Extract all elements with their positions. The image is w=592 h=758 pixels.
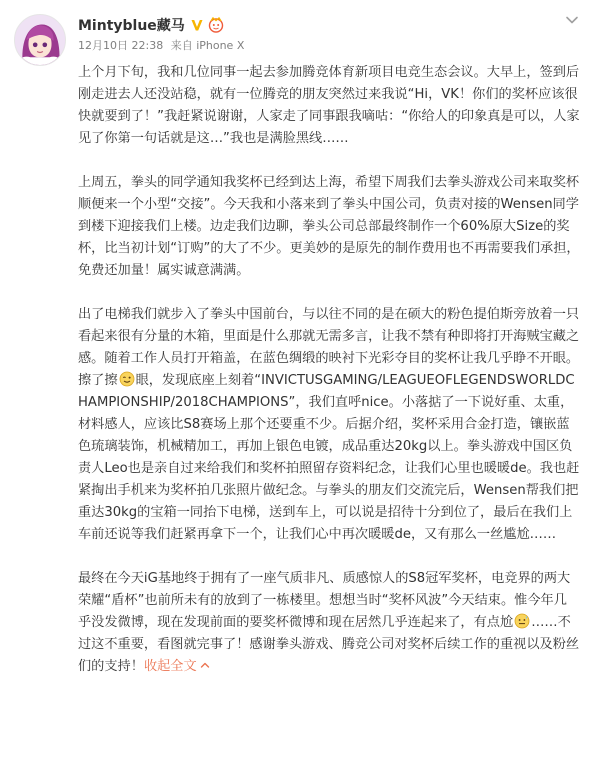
name-row xyxy=(78,14,562,36)
paragraph-3-text-before: 出了电梯我们就步入了拳头中国前台，与以往不同的是在硕大的粉色提伯斯旁放着一只看起来很有分量的木箱，里面是什么那就无需多言，让我不禁有种即将打开海贼宝藏之感。随着工作人员打开箱盖，在蓝色绸缎的映衬下光彩夺目的奖杯让我几乎睁不开眼。擦了擦 xyxy=(78,307,580,388)
username[interactable]: Mintyblue藏马 xyxy=(78,18,185,34)
paragraph-2: 上周五，拳头的同学通知我奖杯已经到达上海，希望下周我们去拳头游戏公司来取奖杯顺便来一个小型“交接”。今天我和小落来到了拳头中国公司，负责对接的Wensen同学到楼下迎接我们上楼。边走我们边聊，拳头公司总部最终制作一个60%原大Size的奖杯，比当初计划“订购”的大了不少。更美妙的是原先的制作费用也不再需要我们承担，免费还加量！属实诚意满满。 xyxy=(78,175,580,278)
avatar-image xyxy=(15,15,65,65)
post-meta xyxy=(78,38,562,54)
wink-emoji-icon xyxy=(119,371,135,387)
post-content xyxy=(78,62,580,678)
collapse-full-text-link[interactable] xyxy=(144,659,210,674)
paragraph-4-text-after: ……不过这不重要，看图就完事了！感谢拳头游戏、腾竞公司对奖杯后续工作的重视以及粉丝们的支持！ xyxy=(78,615,580,674)
paragraph-3-text-after: 眼，发现底座上刻着“INVICTUSGAMING/LEAGUEOFLEGENDSWORLDCHAMPIONSHIP/2018CHAMPIONS”，我们直呼nice。小落掂了一下说好重、太重，材料感人，应该比S8赛场上那个还要重不少。后据介绍，奖杯采用合金打造，镶嵌蓝色琉璃装饰，机械精加工，再加上银色电镀，成品重达20kg以上。拳头游戏中国区负责人Leo也是亲自过来给我们和奖杯拍照留存资料纪念，让我们心里也暖暖de。我也赶紧掏出手机来为奖杯拍几张照片做纪念。与拳头的朋友们交流完后，Wensen帮我们把重达30kg的宝箱一同抬下电梯，送到车上，可以说是招待十分到位了，最后在我们上车前还说等我们赶紧再拿下一个，让我们心中再次暖暖de，又有那么一丝尴尬…… xyxy=(78,373,580,542)
paragraph-4-text-before: 最终在今天iG基地终于拥有了一座气质非凡、质感惊人的S8冠军奖杯，电竞界的两大荣耀“盾杯”也前所未有的放到了一栋楼里。想想当时“奖杯风波”今天结束。惟今年几乎没发微博，现在发现前面的要奖杯微博和现在居然几乎连起来了，有点尬 xyxy=(78,571,571,630)
avatar[interactable] xyxy=(14,14,66,66)
collapse-label: 收起全文 xyxy=(143,659,197,674)
paragraph-gap xyxy=(78,282,580,304)
post-source: 来自 iPhone X xyxy=(170,39,245,52)
post-time[interactable]: 12月10日 22:38 xyxy=(78,39,164,52)
chevron-down-icon[interactable] xyxy=(564,12,580,28)
paragraph-3 xyxy=(78,304,580,546)
awkward-sweat-emoji-icon xyxy=(514,613,530,629)
paragraph-gap xyxy=(78,150,580,172)
chevron-up-icon xyxy=(200,656,210,666)
paragraph-gap xyxy=(78,546,580,568)
paragraph-4 xyxy=(78,568,580,678)
member-medal-icon[interactable] xyxy=(207,17,225,33)
verified-v-icon[interactable] xyxy=(190,18,204,32)
paragraph-1: 上个月下旬，我和几位同事一起去参加腾竞体育新项目电竞生态会议。大早上，签到后刚走进去人还没站稳，就有一位腾竞的朋友突然过来我说“Hi，VK！你们的奖杯应该很快就要到了！”我赶紧说谢谢，人家走了同事跟我嘀咕：“你给人的印象真是可以，人家见了你第一句话就是这…”我也是满脸黑线…… xyxy=(78,65,580,146)
post-header xyxy=(78,14,562,54)
